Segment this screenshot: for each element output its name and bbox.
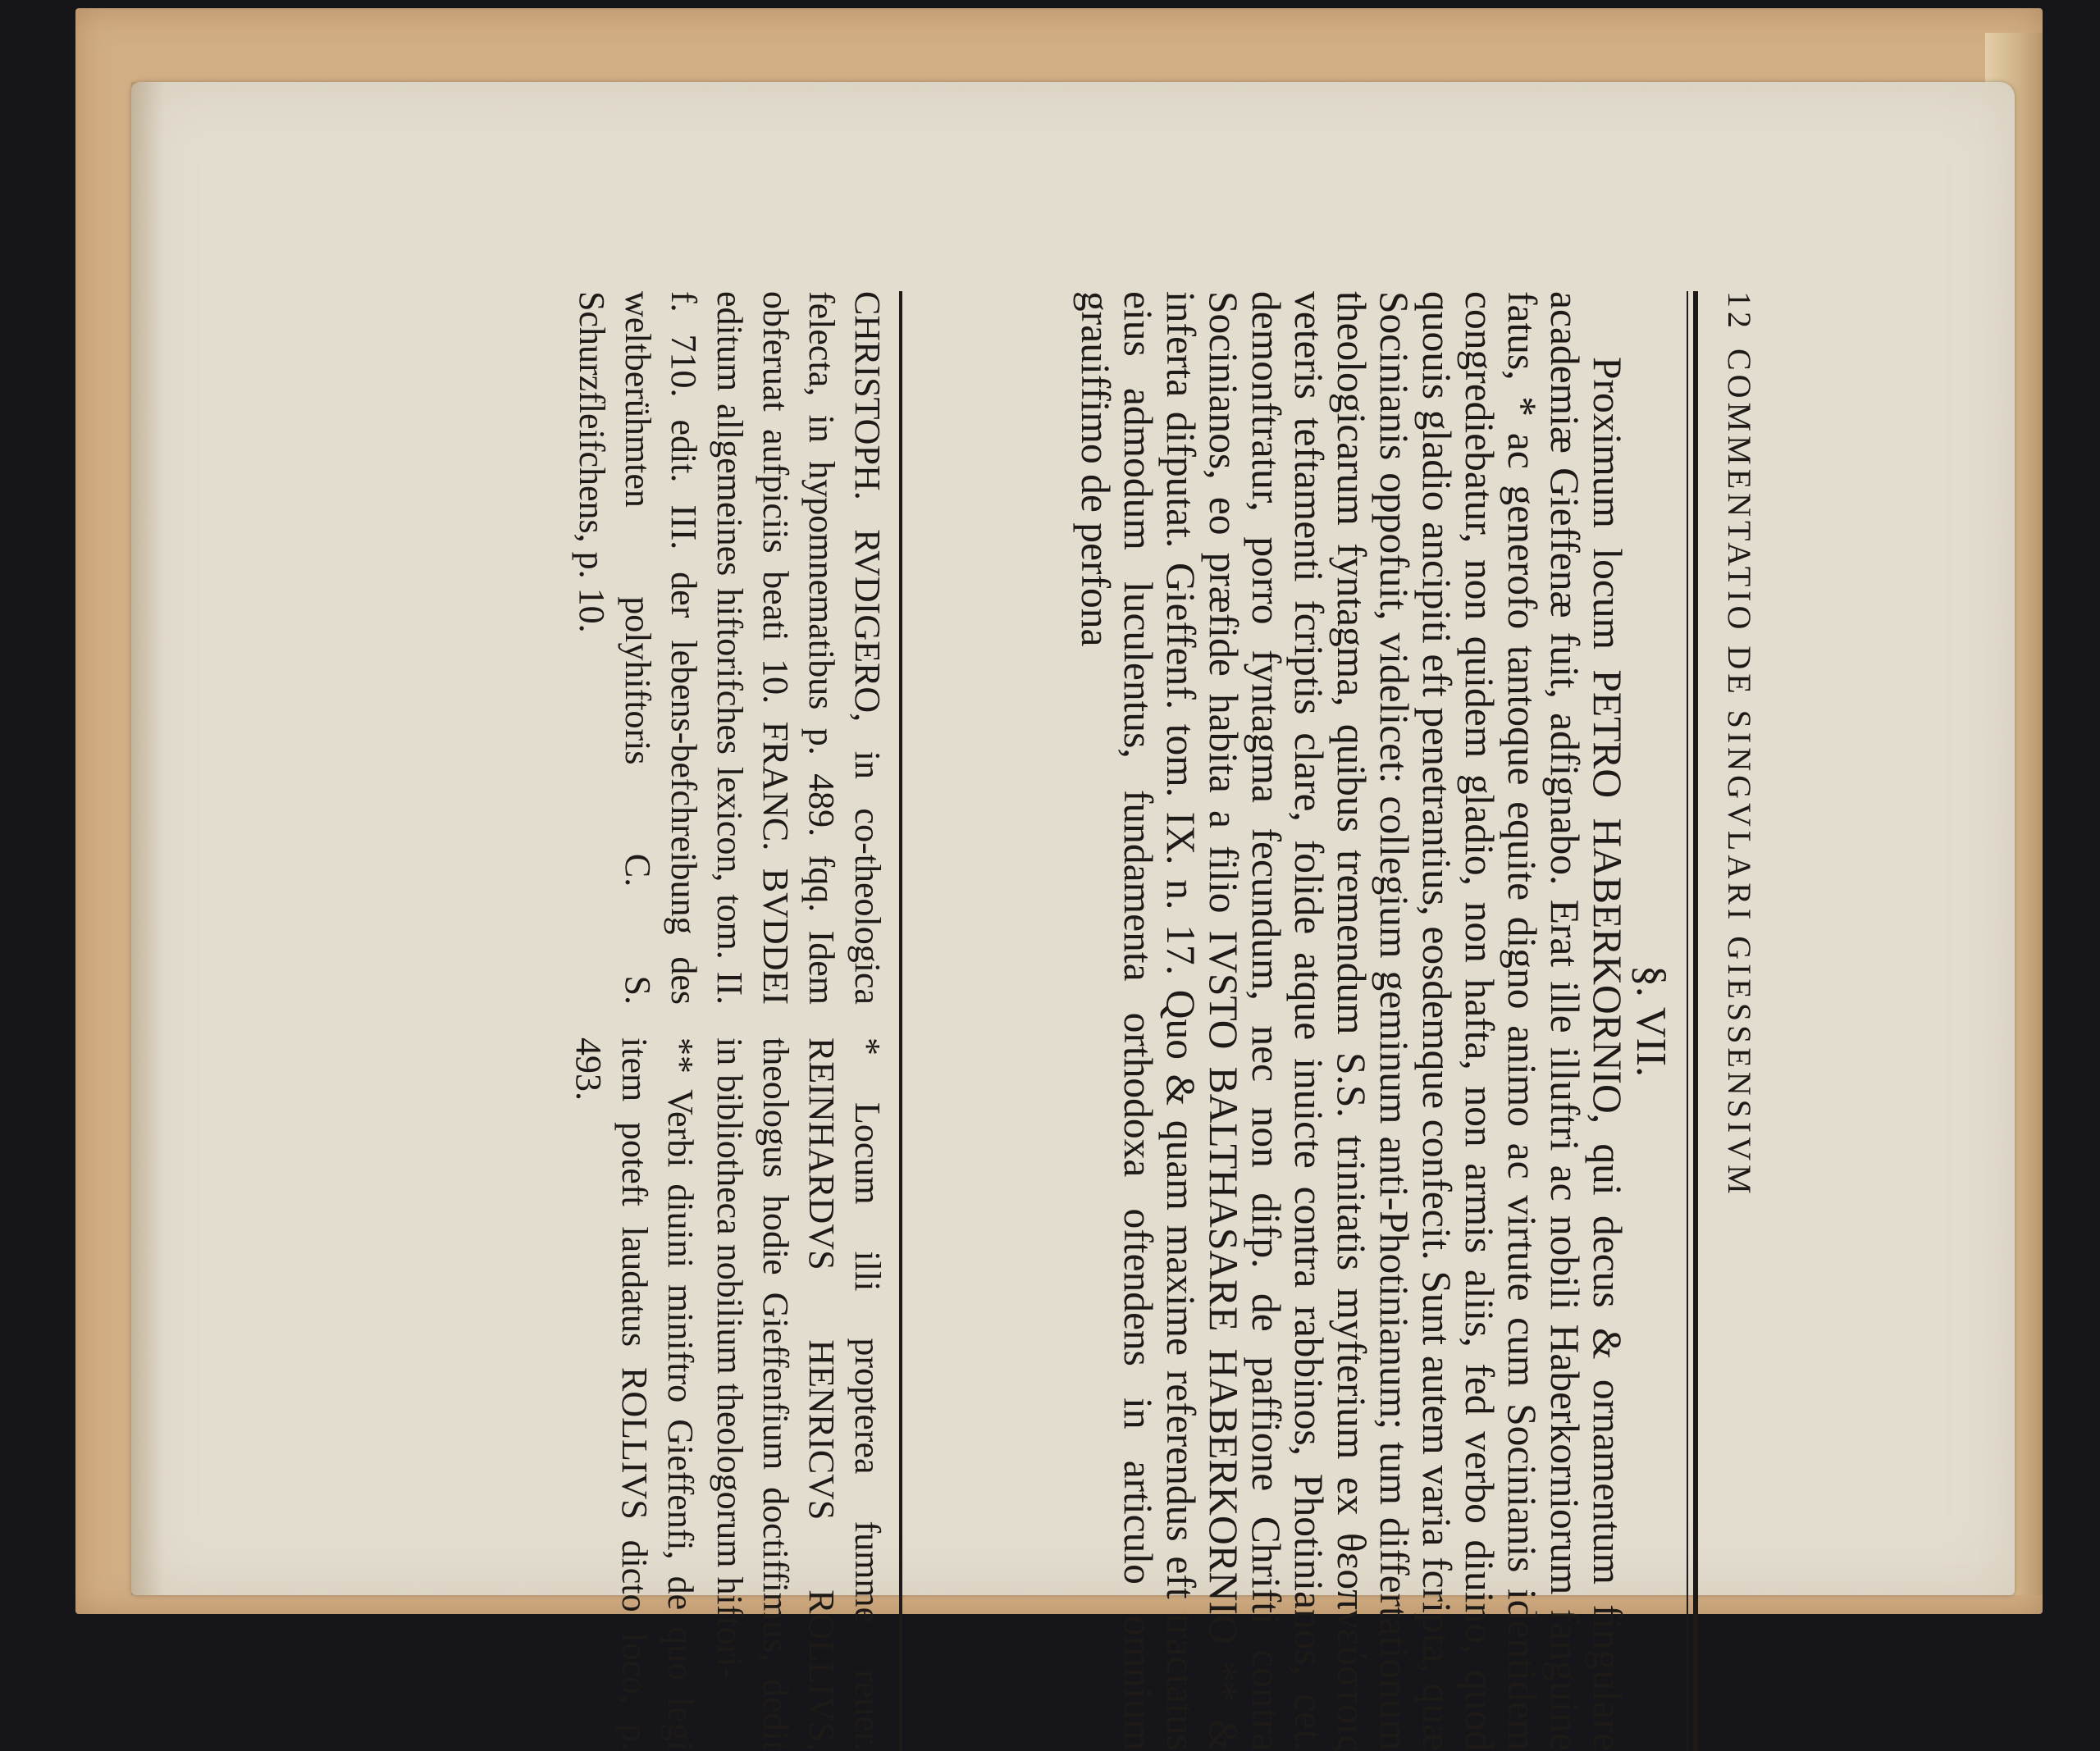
rotated-text-block — [271, 291, 1772, 1751]
footnote-1: CHRISTOPH. RVDIGERO, in co-theologica felecta, in hypomnematibus p. 489. fqq. Idem obferuat aufpiciis beati 10. FRANC. BVDDEI editum allgemeines hiftorifches lexicon, tom. II. f. 710. edit. III. der lebens-befchreibung des weltberühmten polyhiftoris C. S. Schurzfleifchens, p. 10. — [572, 291, 888, 1005]
main-paragraph: Proximum locum PETRO HABERKORNIO, qui decus & ornamentum fingulare academiæ Gieffenæ fuit, adfignabo. Erat ille illuftri ac nobili Haberkorniorum fanguine fatus, * ac generofo tantoque equite digno animo ac virtute cum Socinianis identidem congrediebatur, non quidem gladio, non hafta, non armis aliis, fed verbo diuino, quod quouis gladio ancipiti eft penetrantius, eosdemque confecit. Sunt autem varia fcripta, quæ Socinianis oppofuit, videlicet: collegium geminum anti-Photinianum; tum differtationum theologicarum fyntagma, quibus tremendum S.S. trinitatis myfterium ex θεοπνεύστοις veteris teftamenti fcriptis clare, folide atque inuicte contra rabbinos, Photinianos, cet. demonftratur, porro fyntagma fecundum, nec non difp. de paffione Chrifti contra Socinianos, eo præfide habita a filio IVSTO BALTHASARE HABERKORNIO ** & inferta difputat. Gieffenf. tom. IX. n. 17. Quo & quam maxime referendus eft tractatus eius admodum luculentus, fundamenta orthodoxa oftendens in articulo omnium grauiffimo de perfona — [1073, 291, 1630, 1751]
header-rule — [1693, 291, 1698, 1751]
footnote-separator — [899, 291, 902, 1751]
footnotes — [316, 291, 890, 1751]
page-number: 12 — [1721, 291, 1758, 332]
running-title: COMMENTATIO DE SINGVLARI GIESSENSIVM — [1721, 349, 1758, 1198]
main-text — [1074, 291, 1628, 1751]
page-gutter-shadow — [131, 82, 164, 1595]
header-rule-thin — [1687, 291, 1688, 1751]
footnote-2: * Locum illi propterea fumme reuer. REINHARDVS HENRICVS ROLLIVS, theologus hodie Gieffenfium doctiffimus, dedit in bibliotheca nobilium theologorum hiftori- — [710, 1037, 888, 1751]
section-heading: §. VII. — [1628, 964, 1674, 1078]
footnote-3: ** Verbi diuini miniftro Gieffenfi, de quo legi item poteft laudatus ROLLIVS dicto loco, p. 493. — [568, 1037, 701, 1751]
running-header — [1706, 291, 1772, 1751]
